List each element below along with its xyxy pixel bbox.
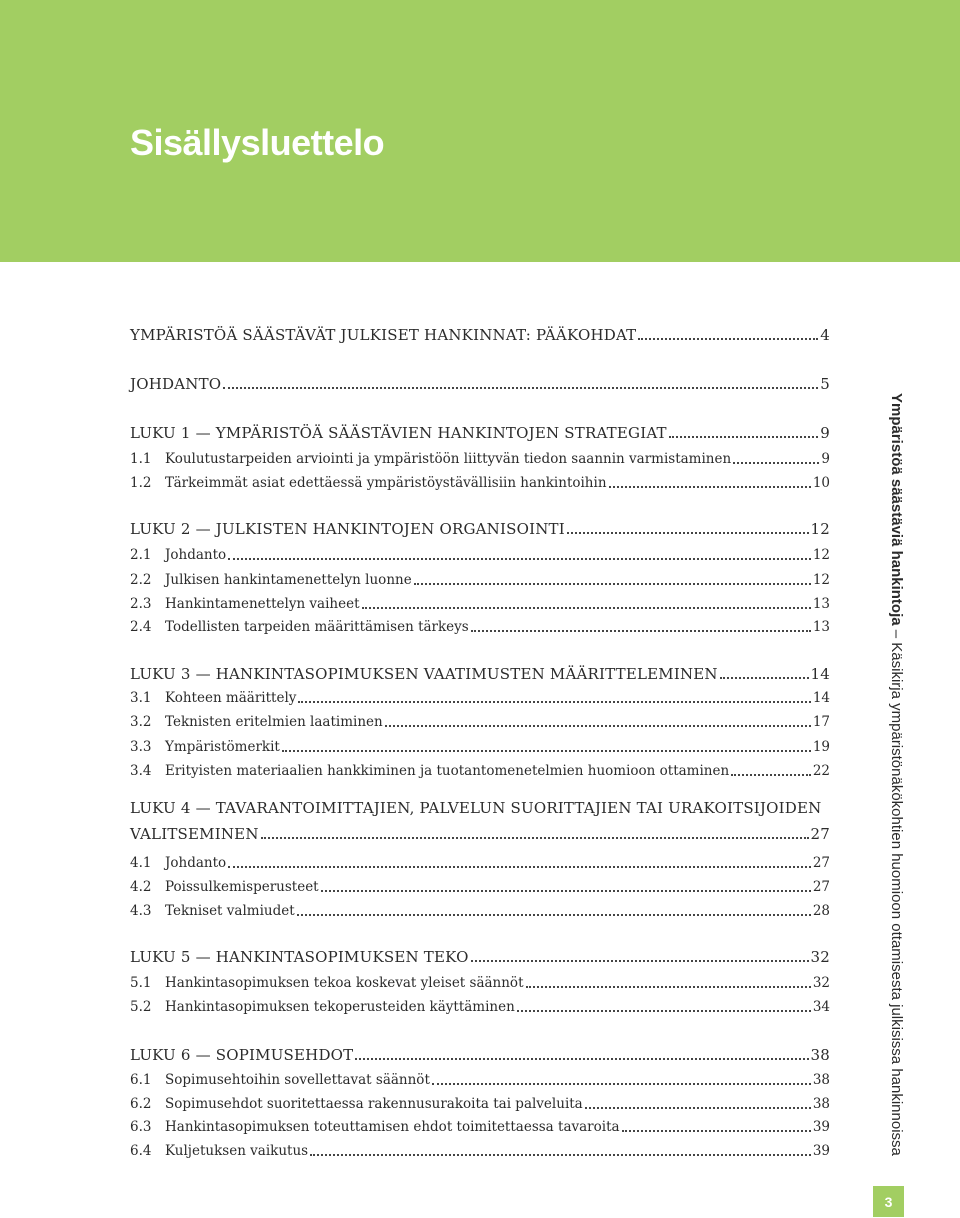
toc-section-number: 5.1 — [130, 975, 152, 991]
toc-entry-label: VALITSEMINEN — [130, 825, 259, 843]
toc-page-number: 10 — [812, 475, 830, 491]
toc-entry-label: Teknisten eritelmien laatiminen — [165, 714, 383, 730]
toc-section-number: 3.1 — [130, 690, 152, 706]
toc-page-number: 17 — [812, 714, 830, 730]
dot-leader — [471, 960, 809, 962]
toc-page-number: 27 — [812, 855, 830, 871]
toc-entry-label: Koulutustarpeiden arviointi ja ympäristöön liittyvän tiedon saannin varmistaminen — [165, 451, 732, 467]
dot-leader — [297, 914, 811, 916]
toc-entry-label: Sopimusehtoihin sovellettavat säännöt — [165, 1072, 430, 1088]
toc-page-number: 38 — [812, 1072, 830, 1088]
toc-page-number: 14 — [810, 665, 830, 683]
toc-entry-label: Hankintasopimuksen tekoperusteiden käyttäminen — [165, 999, 515, 1015]
dot-leader — [355, 1058, 808, 1060]
toc-section-number: 3.3 — [130, 739, 152, 755]
toc-entry-label: Erityisten materiaalien hankkiminen ja tuotantomenetelmien huomioon ottaminen — [165, 763, 730, 779]
toc-page-number: 19 — [812, 739, 830, 755]
dot-leader — [432, 1083, 811, 1085]
dot-leader — [414, 583, 811, 585]
toc-chapter-entry[interactable] — [130, 324, 830, 344]
toc-section-entry[interactable] — [130, 1093, 830, 1113]
dot-leader — [471, 630, 811, 632]
toc-section-entry[interactable] — [130, 569, 830, 589]
toc-page-number: 22 — [812, 763, 830, 779]
dot-leader — [638, 338, 818, 340]
toc-chapter-entry[interactable] — [130, 1044, 830, 1064]
toc-entry-label: LUKU 6 — SOPIMUSEHDOT — [130, 1046, 354, 1064]
toc-section-number: 3.4 — [130, 763, 152, 779]
toc-entry-label: Johdanto — [165, 855, 227, 871]
toc-entry-label: Ympäristömerkit — [165, 739, 280, 755]
toc-page-number: 27 — [812, 879, 830, 895]
toc-section-number: 2.3 — [130, 596, 152, 612]
side-title-rest: – Käsikirja ympäristönäkökohtien huomioon ottamisesta julkisissa hankinnoissa — [888, 625, 905, 1156]
toc-section-entry[interactable] — [130, 472, 830, 492]
dot-leader — [228, 866, 811, 868]
toc-page-number: 4 — [820, 326, 830, 344]
toc-page-number: 32 — [810, 948, 830, 966]
toc-chapter-entry[interactable] — [130, 373, 830, 393]
toc-section-entry[interactable] — [130, 736, 830, 756]
toc-section-number: 2.4 — [130, 619, 152, 635]
toc-section-entry[interactable] — [130, 593, 830, 613]
toc-section-entry[interactable] — [130, 876, 830, 896]
dot-leader — [669, 436, 818, 438]
dot-leader — [282, 750, 811, 752]
toc-page-number: 13 — [812, 619, 830, 635]
toc-section-number: 2.2 — [130, 572, 152, 588]
toc-section-entry[interactable] — [130, 1069, 830, 1089]
toc-section-entry[interactable] — [130, 1116, 830, 1136]
dot-leader — [310, 1154, 811, 1156]
toc-page-number: 38 — [812, 1096, 830, 1112]
dot-leader — [526, 986, 811, 988]
toc-entry-label: Tärkeimmät asiat edettäessä ympäristöystävällisiin hankintoihin — [165, 475, 607, 491]
toc-section-entry[interactable] — [130, 1140, 830, 1160]
toc-entry-label: Kuljetuksen vaikutus — [165, 1143, 309, 1159]
toc-entry-label: Kohteen määrittely — [165, 690, 297, 706]
toc-entry-label: LUKU 2 — JULKISTEN HANKINTOJEN ORGANISOINTI — [130, 520, 565, 538]
toc-chapter-entry[interactable] — [130, 663, 830, 683]
dot-leader — [567, 532, 809, 534]
toc-section-entry[interactable] — [130, 972, 830, 992]
toc-section-number: 4.3 — [130, 903, 152, 919]
dot-leader — [517, 1010, 811, 1012]
toc-section-entry[interactable] — [130, 852, 830, 872]
page-title: Sisällysluettelo — [130, 122, 385, 163]
toc-entry-label: Sopimusehdot suoritettaessa rakennusurakoita tai palveluita — [165, 1096, 583, 1112]
dot-leader — [261, 837, 809, 839]
dot-leader — [321, 890, 811, 892]
toc-section-entry[interactable] — [130, 448, 830, 468]
toc-entry-label: Poissulkemisperusteet — [165, 879, 319, 895]
toc-section-number: 5.2 — [130, 999, 152, 1015]
toc-section-entry[interactable] — [130, 544, 830, 564]
toc-entry-label: Hankintasopimuksen tekoa koskevat yleiset säännöt — [165, 975, 524, 991]
dot-leader — [585, 1107, 811, 1109]
toc-page-number: 9 — [821, 451, 830, 467]
toc-entry-label: Hankintasopimuksen toteuttamisen ehdot toimitettaessa tavaroita — [165, 1119, 620, 1135]
dot-leader — [228, 558, 811, 560]
toc-page-number: 32 — [812, 975, 830, 991]
toc-page-number: 12 — [812, 547, 830, 563]
dot-leader — [731, 774, 811, 776]
header-band — [0, 0, 960, 262]
toc-entry-label: LUKU 3 — HANKINTASOPIMUKSEN VAATIMUSTEN MÄÄRITTELEMINEN — [130, 665, 718, 683]
dot-leader — [385, 725, 811, 727]
toc-page-number: 38 — [810, 1046, 830, 1064]
toc-section-entry[interactable] — [130, 616, 830, 636]
dot-leader — [609, 486, 811, 488]
side-title-bold: Ympäristöä säästäviä hankintoja — [888, 393, 905, 626]
toc-entry-label: Hankintamenettelyn vaiheet — [165, 596, 360, 612]
toc-page-number: 39 — [812, 1143, 830, 1159]
toc-chapter-entry[interactable] — [130, 518, 830, 538]
page-number-badge: 3 — [873, 1186, 904, 1217]
toc-page-number: 5 — [820, 375, 830, 393]
toc-section-number: 2.1 — [130, 547, 152, 563]
toc-page-number: 34 — [812, 999, 830, 1015]
dot-leader — [362, 607, 811, 609]
toc-page-number: 27 — [810, 825, 830, 843]
toc-page-number: 12 — [810, 520, 830, 538]
dot-leader — [298, 701, 810, 703]
dot-leader — [720, 677, 809, 679]
toc-entry-label: LUKU 5 — HANKINTASOPIMUKSEN TEKO — [130, 948, 469, 966]
toc-section-number: 6.4 — [130, 1143, 152, 1159]
toc-section-number: 6.2 — [130, 1096, 152, 1112]
toc-entry-label: Johdanto — [165, 547, 227, 563]
toc-section-number: 4.1 — [130, 855, 152, 871]
toc-page-number: 28 — [812, 903, 830, 919]
toc-chapter-entry[interactable] — [130, 823, 830, 843]
toc-section-number: 4.2 — [130, 879, 152, 895]
toc-section-number: 6.1 — [130, 1072, 152, 1088]
toc-entry-label: Todellisten tarpeiden määrittämisen tärkeys — [165, 619, 469, 635]
toc-section-entry[interactable] — [130, 996, 830, 1016]
toc-entry-label: LUKU 1 — YMPÄRISTÖÄ SÄÄSTÄVIEN HANKINTOJEN STRATEGIAT — [130, 424, 667, 442]
toc-page-number: 9 — [820, 424, 830, 442]
toc-section-entry[interactable] — [130, 711, 830, 731]
toc-section-entry[interactable] — [130, 687, 830, 707]
side-running-title — [884, 393, 908, 1163]
toc-page-number: 13 — [812, 596, 830, 612]
toc-section-entry[interactable] — [130, 900, 830, 920]
toc-page-number: 14 — [812, 690, 830, 706]
toc-chapter-entry[interactable] — [130, 422, 830, 442]
dot-leader — [733, 462, 819, 464]
toc-entry-label: JOHDANTO — [130, 375, 222, 393]
toc-page-number: 12 — [812, 572, 830, 588]
dot-leader — [223, 387, 818, 389]
toc-chapter-entry[interactable] — [130, 946, 830, 966]
toc-section-entry[interactable] — [130, 760, 830, 780]
toc-section-number: 3.2 — [130, 714, 152, 730]
toc-entry-label: YMPÄRISTÖÄ SÄÄSTÄVÄT JULKISET HANKINNAT: PÄÄKOHDAT — [130, 326, 637, 344]
toc-entry-label: Tekniset valmiudet — [165, 903, 295, 919]
toc-section-number: 1.1 — [130, 451, 152, 467]
toc-section-number: 1.2 — [130, 475, 152, 491]
dot-leader — [622, 1130, 811, 1132]
toc-page-number: 39 — [812, 1119, 830, 1135]
toc-entry-label: Julkisen hankintamenettelyn luonne — [165, 572, 412, 588]
toc-entry-label-line1: LUKU 4 — TAVARANTOIMITTAJIEN, PALVELUN SUORITTAJIEN TAI URAKOITSIJOIDEN — [130, 799, 822, 817]
toc-section-number: 6.3 — [130, 1119, 152, 1135]
